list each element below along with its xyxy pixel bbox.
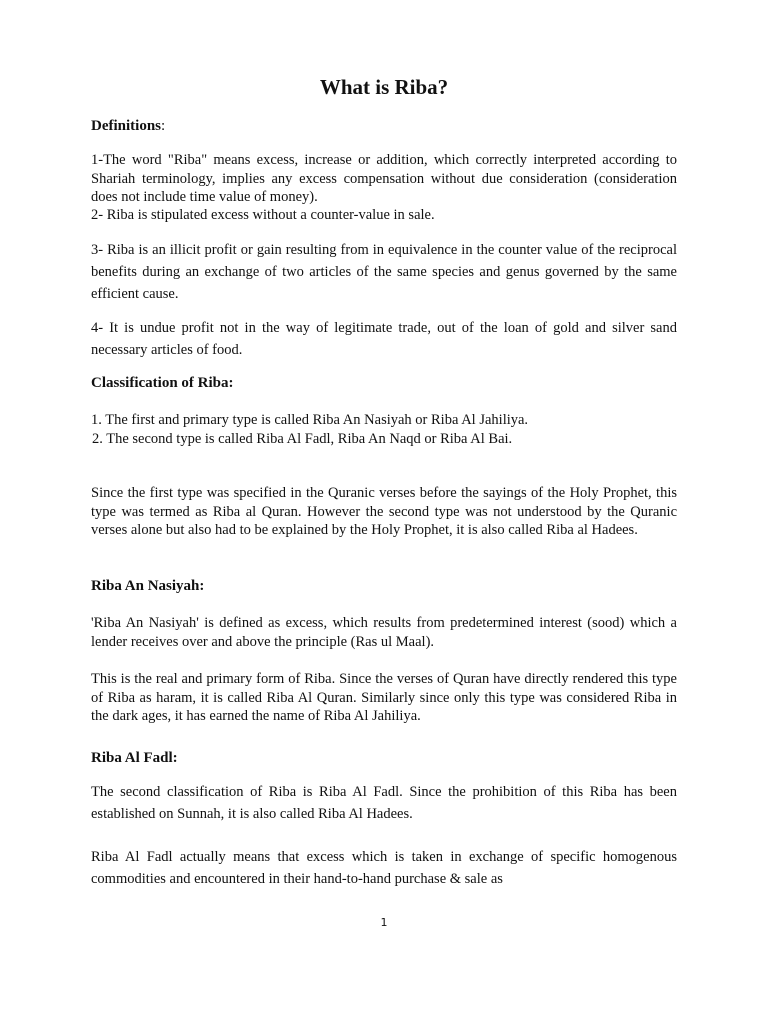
definitions-heading <box>91 117 165 135</box>
definitions-heading-colon: : <box>161 118 166 134</box>
nasiyah-heading: Riba An Nasiyah: <box>91 578 205 594</box>
classification-note: Since the first type was specified in the Quranic verses before the sayings of the Holy Prophet, this type was termed as Riba al Quran. However the second type was not understood by the Quranic verses alone but also had to be explained by the Holy Prophet, it is also called Riba al Hadees. <box>91 485 677 538</box>
definition-2: 2- Riba is stipulated excess without a counter-value in sale. <box>91 207 435 223</box>
fadl-paragraph-1: The second classification of Riba is Riba Al Fadl. Since the prohibition of this Riba has been established on Sunnah, it is also called Riba Al Hadees. <box>91 784 677 822</box>
nasiyah-paragraph-1: 'Riba An Nasiyah' is defined as excess, which results from predetermined interest (sood) which a lender receives over and above the principle (Ras ul Maal). <box>91 615 677 650</box>
classification-item-2: 2. The second type is called Riba Al Fadl, Riba An Naqd or Riba Al Bai. <box>92 431 513 447</box>
page-number: 1 <box>380 916 388 929</box>
nasiyah-paragraph-2: This is the real and primary form of Riba. Since the verses of Quran have directly rendered this type of Riba as haram, it is called Riba Al Quran. Similarly since only this type was considered Riba in the dark ages, it has earned the name of Riba Al Jahiliya. <box>91 671 677 724</box>
classification-heading: Classification of Riba: <box>91 375 234 391</box>
definitions-heading-text: Definitions <box>91 118 162 134</box>
definition-1: 1-The word "Riba" means excess, increase or addition, which correctly interpreted according to Shariah terminology, implies any excess compensation without due consideration (consideration does not include time value of money). <box>91 152 677 205</box>
fadl-heading: Riba Al Fadl: <box>91 750 178 766</box>
definition-4: 4- It is undue profit not in the way of legitimate trade, out of the loan of gold and silver sand necessary articles of food. <box>91 320 677 358</box>
fadl-paragraph-2: Riba Al Fadl actually means that excess which is taken in exchange of specific homogenous commodities and encountered in their hand-to-hand purchase & sale as <box>91 849 677 887</box>
classification-item-1: 1. The first and primary type is called Riba An Nasiyah or Riba Al Jahiliya. <box>91 412 529 428</box>
definition-3: 3- Riba is an illicit profit or gain resulting from in equivalence in the counter value of the reciprocal benefits during an exchange of two articles of the same species and genus governed by the same efficient cause. <box>91 242 677 302</box>
page-title: What is Riba? <box>319 75 449 99</box>
